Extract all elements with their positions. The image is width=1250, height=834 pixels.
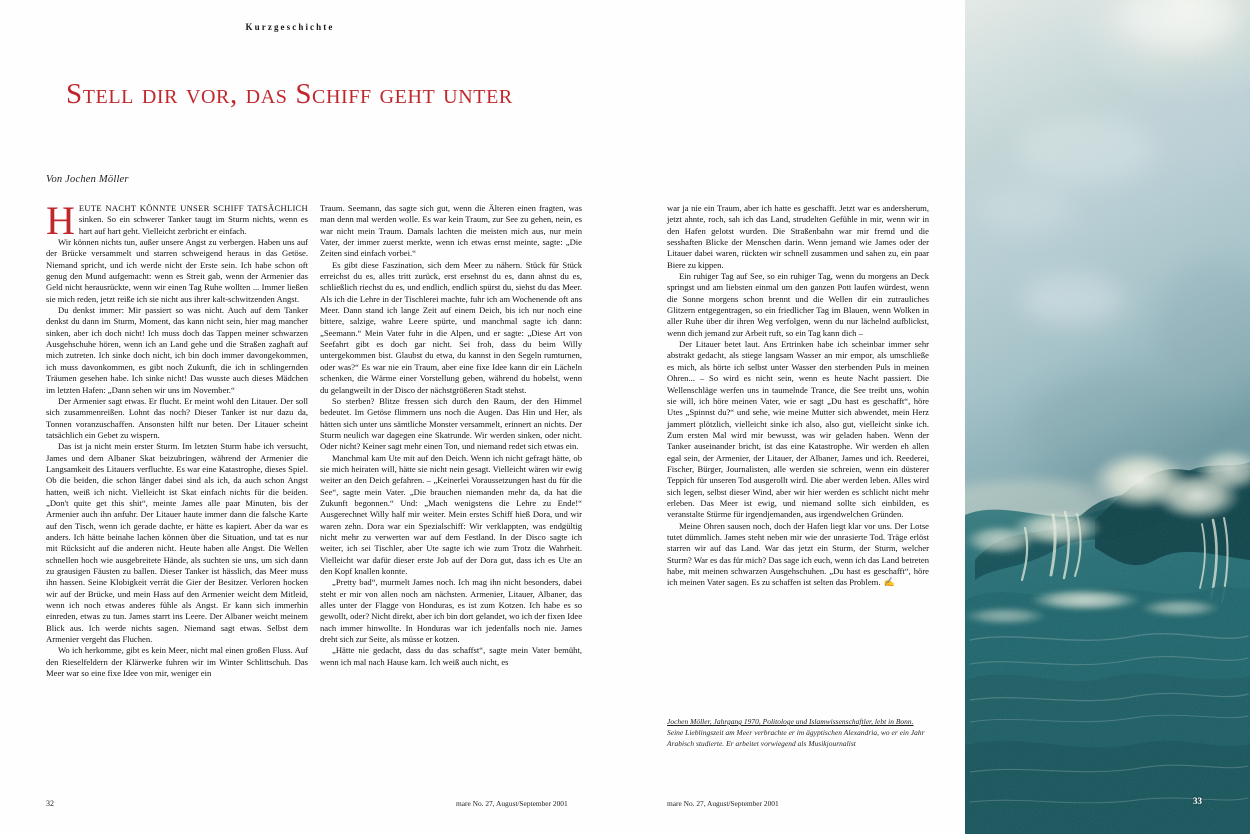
folio-page-number-right: 33 [1193,796,1202,806]
folio-source-right: mare No. 27, August/September 2001 [667,799,779,808]
paragraph: Der Litauer betet laut. Ans Ertrinken habe ich scheinbar immer sehr abstrakt gedacht, als stiege langsam Wasser an mir empor, als umschließe es mich, als hörte ich selbst unter Wasser den sterbenden Puls in meinen Ohren... – So wird es nicht sein, wenn es heute Nacht passiert. Die Wellenschläge werfen uns in taumelnde Trance, die See treibt uns, wohin sie will, ich höre meinen Vater, wie er sagt „Du hast es geschafft“, höre Utes „Spinnst du?“ und sehe, wie meine Mutter sich abwendet, mein Herz jammert plötzlich, vielleicht sinke ich also, also gut, vielleicht sinke ich. Zum ersten Mal wird mir bewusst, was wir geladen haben. Wenn der Tanker auseinander bricht, ist das eine Katastrophe. Wir werden eh allen egal sein, der Armenier, der Litauer, der Albaner, James und ich. Reederei, Fischer, Bürger, Journalisten, alle werden sie schreien, wenn ein düsterer Teppich für unseren Tod ausgerollt wird. Die aber werden leben. Alles wird sich legen, selbst dieser Wind, aber wir hier werden es schlicht nicht mehr erleben. Das Meer ist ewig, und niemand sollte sich einbilden, es veranstalte Stürme für irgendjemanden, aus irgendwelchen Gründen. [667,339,929,520]
end-of-article-icon: ✍ [883,577,895,588]
text-column-1 [46,198,308,679]
section-kicker: Kurzgeschichte [245,22,335,32]
paragraph-final [667,521,929,589]
stormy-sea-photograph [965,0,1250,834]
paragraph: Das ist ja nicht mein erster Sturm. Im letzten Sturm habe ich versucht, James und dem Albaner Skat beizubringen, während der Armenier die Langsamkeit des Litauers verfluchte. Es war eine Katastrophe, dieses Spiel. Ob die beiden, die schon länger dabei sind als ich, da auch schon Angst hatten, weiß ich nicht. Vielleicht ist Skat einfach nichts für die beiden. „Don't quite get this shit“, meinte James alle paar Minuten, bis der Armenier auch ihn anfuhr. Der Litauer haute immer dann die falsche Karte auf den Tisch, wenn ich gerade dachte, er hätte es kapiert. Aber da war es anders. Ich hätte beinahe lachen können über die Situation, und tat es nur mit Rücksicht auf die anderen nicht. Heute haben alle Angst. Die Wellen schnellen hoch wie ausgebreitete Hände, als suchten sie uns, um sich dann zu grausigen Fäusten zu ballen. Dieser Tanker ist hässlich, das Meer muss ihn hassen. Seine Klobigkeit verrät die Gier der Besitzer. Verloren hocken wir auf der Brücke, und mein Hass auf den Armenier weicht dem Mitleid, wenn ich noch etwas anderes fühle als Angst. Er kann sich immerhin einreden, etwas zu tun. James starrt ins Leere. Der Albaner weicht meinem Blick aus. Ich werde nichts sagen. Niemand sagt etwas. Selbst dem Armenier vergeht das Fluchen. [46,441,308,645]
author-bio [667,716,929,749]
paragraph: Traum. Seemann, das sagte sich gut, wenn die Älteren einen fragten, was man denn mal werden wolle. Es war kein Traum, zur See zu gehen, nein, es war nicht mein Traum. Damals lachten die meisten mich aus, nur mein Vater, der immer zuerst merkte, wenn ich etwas ernst meinte, sagte: „Die Zeiten sind einfach vorbei.“ [320,203,582,259]
folio-page-number-left: 32 [46,799,54,808]
paragraph: So sterben? Blitze fressen sich durch den Raum, der den Himmel bedeutet. Im Getöse flimmern uns noch die Augen. Das Hin und Her, als hätten sich unter uns sämtliche Monster versammelt, erinnert an nichts. Der Sturm neulich war dagegen eine Skatrunde. Wir werden sinken, oder nicht. Oder nicht? Keiner sagt mehr einen Ton, und niemand redet sich etwas ein. [320,395,582,452]
paragraph: Du denkst immer: Mir passiert so was nicht. Auch auf dem Tanker denkst du dann im Sturm, Moment, das kann nicht sein, hier mag mancher sinken, aber ich doch nicht! Ich muss doch das Tappen meiner schwarzen Ausgehschuhe hören, wenn ich an Land gehe und die Straßen zaghaft auf mich zutreten. Ich sinke doch nicht, ich bin doch immer davongekommen, ich muss davonkommen, es gibt noch Zukunft, die ich in schlingernden Träumen gesehen habe. Ich sinke nicht! Das wusste auch dieses Mädchen im letzten Hafen: „Dann sehen wir uns im November.“ [46,305,308,395]
paragraph: „Pretty bad“, murmelt James noch. Ich mag ihn nicht besonders, dabei steht er mir von allen noch am nächsten. Armenier, Litauer, Albaner, das alles unter der Flagge von Honduras, es ist zum Kotzen. Ich habe es so gewollt, oder? Nicht direkt, aber ich bin dort gelandet, wo ich der fixen Idee nach immer hinwollte. In Honduras war ich jedenfalls noch nie. James dreht sich zur Seite, als müsse er kotzen. [320,577,583,645]
paragraph: Es gibt diese Faszination, sich dem Meer zu nähern. Stück für Stück erreichst du es, alles tritt zurück, erst ersehnst du es, dann ahnst du es, schließlich riechst du es, und endlich, endlich spürst du, siehst du das Meer. Als ich die Lehre in der Tischlerei machte, fuhr ich am Wochenende oft ans Meer. Dann stand ich lange Zeit auf einem Deich, bis ich nur noch eine bittere, salzige, wahre Leere spürte, und manchmal sagte ich dann: „Seemann.“ Mein Vater fuhr in die Alpen, und er sagte: „Diese Art von Seefahrt gibt es doch gar nicht. Sei froh, dass du beim Willy untergekommen bist. Glaubst du etwa, du kannst in den Segeln rumturnen, oder was?“ Es war nie ein Traum, aber eine fixe Idee kann dir ein Lächeln schenken, die Wärme einer Vorstellung geben, während du hobelst, wenn du gelangweilt in der Disco der nächstgrößeren Stadt stehst. [320,259,582,395]
author-bio-line-2: Seine Lieblingszeit am Meer verbrachte er im ägyptischen Alexandria, wo er ein Jahr Arabisch studierte. Er arbeitet vorwiegend als Musikjournalist [667,728,925,748]
paragraph: „Hätte nie gedacht, dass du das schaffst“, sagte mein Vater bemüht, wenn ich mal nach Hause kam. Ich weiß auch nicht, es [320,645,582,667]
drop-cap: H [46,198,75,243]
sea-illustration [965,0,1250,834]
paragraph: Manchmal kam Ute mit auf den Deich. Wenn ich nicht gefragt hätte, ob sie mich heiraten will, hätte sie nicht nein gesagt. Vielleicht wären wir ewig weiter an den Deich gefahren. – „Keinerlei Voraussetzungen hast du für die See“, sagte mein Vater. „Die brauchen niemanden mehr da, da hat die Zukunft begonnen.“ Und: „Mach wenigstens die Lehre zu Ende!“ Ausgerechnet Willy half mir weiter. Mein erstes Schiff hieß Dora, und wir waren zehn. Dora war ein Spezialschiff: Wir verklappten, was endgültig nicht mehr zu verwerten war auf dem Festland. In der Disco sagte ich weiter, ich sei Tischler, aber Ute sagte ich wie zum Trotz die Wahrheit. Vielleicht war dafür dieser erste Job auf der Dora gut, dass ich es Ute an den Kopf knallen konnte. [320,452,582,576]
folio-source-left: mare No. 27, August/September 2001 [456,799,568,808]
page-gutter [622,0,623,834]
page-title: Stell dir vor, das Schiff geht unter [66,78,513,110]
byline: Von Jochen Möller [46,174,129,185]
paragraph: Ein ruhiger Tag auf See, so ein ruhiger Tag, wenn du morgens an Deck springst und am liebsten einmal um den ganzen Pott laufen würdest, wenn die Sonne morgens schon brennt und die Wellen dir ein zutrauliches Glitzern entgegentragen, so ein friedlicher Tag im Blauen, wenn Wolken in aller Ruhe über dir ihren Weg verfolgen, wenn du nur lächelnd aufblickst, wenn dich jemand zur Arbeit ruft, so ein Tag kann dich – [667,271,929,338]
text-column-3 [667,203,929,589]
paragraph-text: Meine Ohren sausen noch, doch der Hafen liegt klar vor uns. Der Lotse tutet dümmlich. James steht neben mir wie der unrasierte Tod. Träge erlöst starren wir auf das Land. War das jetzt ein Sturm, der Sturm, welcher Sturm? War es das für mich? Das sage ich euch, wenn ich das Land betreten habe, mit meinen schwarzen Ausgehschuhen. „Du hast es geschafft“, höre ich meinen Vater sagen. Es zu schaffen ist selten das Problem. [667,520,929,588]
paragraph: Der Armenier sagt etwas. Er flucht. Er meint wohl den Litauer. Der soll sich zusammenreißen. Lohnt das noch? Dieser Tanker ist nur dazu da, Tonnen voranzuschaffen. Ansonsten hilft nur beten. Der Litauer scheint tatsächlich ein Gebet zu wispern. [46,395,308,440]
lead-paragraph [46,198,308,243]
paragraph: war ja nie ein Traum, aber ich hatte es geschafft. Jetzt war es andersherum, jetzt ahnte, roch, sah ich das Land, strudelten Gefühle in mir, wenn wir in den Hafen gelotst wurden. Die Straßenbahn war mir fremd und die sesshaften Blicke der Menschen darin. Wenn jemand wie James oder der Litauer dabei waren, rückten wir schnell zusammen und sahen zu, ein paar Biere zu kippen. [667,203,929,270]
paragraph: Wo ich herkomme, gibt es kein Meer, nicht mal einen großen Fluss. Auf den Rieselfeldern der Klärwerke fuhren wir im Winter Schlittschuh. Das Meer war so eine fixe Idee von mir, weniger ein [46,645,308,679]
paragraph-text: sinken. So ein schwerer Tanker taugt im Sturm nichts, wenn es hart auf hart geht. Vielleicht zerbricht er einfach. [78,214,308,236]
text-column-2 [320,203,582,668]
author-bio-line-1: Jochen Möller, Jahrgang 1970, Politologe und Islamwissenschaftler, lebt in Bonn. [667,717,914,726]
lead-smallcaps: EUTE NACHT KÖNNTE UNSER SCHIFF TATSÄCHLICH [78,203,308,213]
paragraph: Wir können nichts tun, außer unsere Angst zu verbergen. Haben uns auf der Brücke versammelt und starren schweigend heraus in das Getöse. Niemand spricht, und ich werde nicht der Erste sein. Ich habe schon oft genug den Mund aufgemacht: wenn es Streit gab, wenn der Armenier das Geld nicht herausrückte, wenn wir einen Tag Ruhe wollten ... Immer ließen sie mich reden, jetzt reiße ich sie nicht aus ihrer kalt-schwitzenden Angst. [46,237,308,304]
